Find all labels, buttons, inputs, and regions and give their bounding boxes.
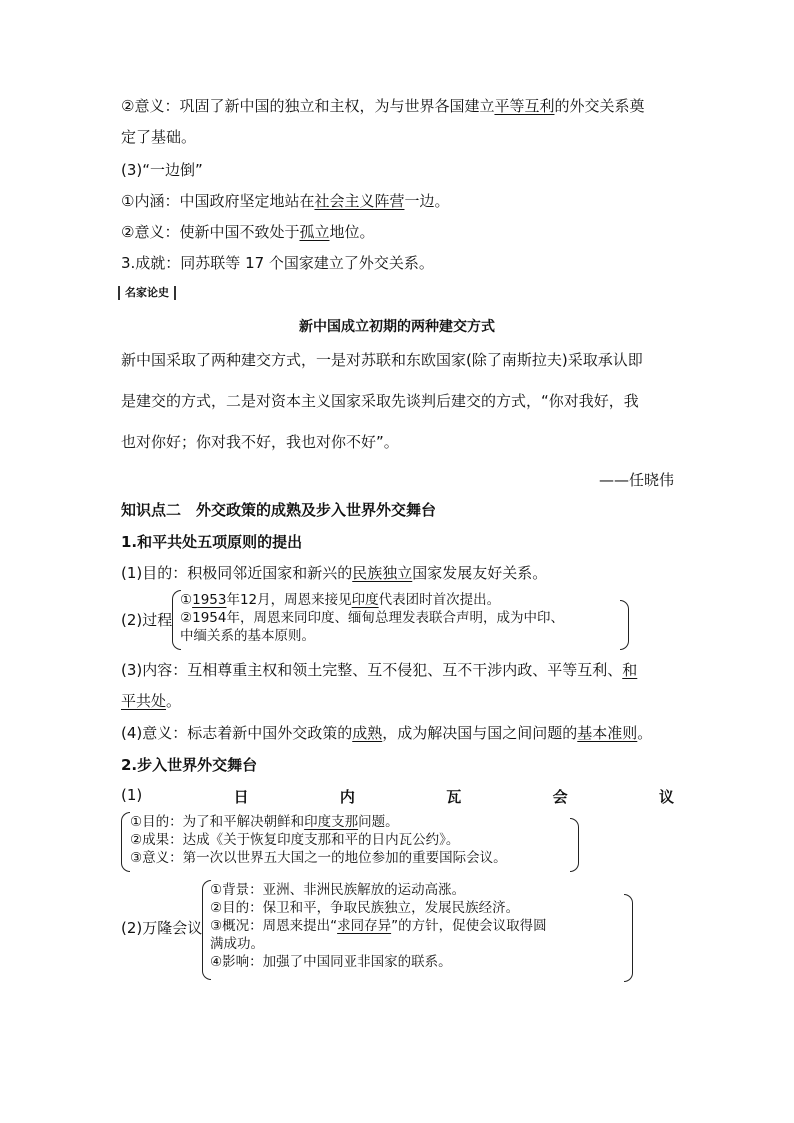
underlined-term: 民族独立: [352, 564, 413, 582]
text-line: 定了基础。: [121, 128, 197, 146]
quote-author: ——任晓伟: [598, 471, 674, 489]
process-item: ①1953年12月，周恩来接见印度代表团时首次提出。: [180, 592, 501, 608]
text-line: (4)意义：标志着新中国外交政策的成熟，成为解决国与国之间问题的基本准则。: [121, 724, 653, 742]
bandung-item: ②目的：保卫和平，争取民族独立，发展民族经济。: [210, 900, 520, 916]
right-brace: [624, 894, 633, 982]
subheading: 2.步入世界外交舞台: [121, 756, 258, 774]
quote-line: 是建交的方式，二是对资本主义国家采取先谈判后建交的方式，“你对我好，我: [121, 392, 639, 410]
section-heading: 知识点二 外交政策的成熟及步入世界外交舞台: [121, 501, 437, 519]
quote-line: 新中国采取了两种建交方式，一是对苏联和东欧国家(除了南斯拉夫)采取承认即: [121, 351, 643, 369]
geneva-heading: (1) 日 内 瓦 会 议: [121, 786, 674, 806]
bandung-item: 满成功。: [210, 936, 264, 952]
process-label: (2)过程: [121, 611, 173, 629]
section-tag: 名家论史: [118, 286, 176, 300]
bandung-item: ③概况：周恩来提出“求同存异”的方针，促使会议取得圆: [210, 918, 547, 934]
quote-line: 也对你好；你对我不好，我也对你不好”。: [121, 433, 399, 451]
geneva-item: ③意义：第一次以世界五大国之一的地位参加的重要国际会议。: [130, 850, 507, 866]
text-line: (3)内容：互相尊重主权和领土完整、互不侵犯、互不干涉内政、平等互利、和: [121, 661, 638, 679]
text-line: ①内涵：中国政府坚定地站在社会主义阵营一边。: [121, 192, 450, 210]
bandung-label: (2)万隆会议: [121, 919, 203, 937]
right-brace: [570, 818, 579, 872]
underlined-term: 孤立: [299, 223, 330, 241]
box-title: 新中国成立初期的两种建交方式: [299, 319, 495, 335]
process-item: 中缅关系的基本原则。: [180, 628, 315, 644]
geneva-item: ①目的：为了和平解决朝鲜和印度支那问题。: [130, 814, 399, 830]
process-item: ②1954年，周恩来同印度、缅甸总理发表联合声明，成为中印、: [180, 610, 564, 626]
geneva-item: ②成果：达成《关于恢复印度支那和平的日内瓦公约》。: [130, 832, 460, 848]
text-line: 3.成就：同苏联等 17 个国家建立了外交关系。: [121, 254, 434, 272]
text-line: ②意义：使新中国不致处于孤立地位。: [121, 223, 375, 241]
right-brace: [620, 600, 629, 650]
underlined-term: 平等互利: [494, 97, 555, 115]
text-line: (1)目的：积极同邻近国家和新兴的民族独立国家发展友好关系。: [121, 564, 548, 582]
text-line: 平共处。: [121, 692, 182, 710]
bandung-item: ④影响：加强了中国同亚非国家的联系。: [210, 954, 452, 970]
bandung-item: ①背景：亚洲、非洲民族解放的运动高涨。: [210, 882, 466, 898]
left-brace: [121, 812, 130, 872]
text-line: ②意义：巩固了新中国的独立和主权，为与世界各国建立平等互利的外交关系奠: [121, 97, 645, 115]
underlined-term: 社会主义阵营: [314, 192, 405, 210]
subheading: 1.和平共处五项原则的提出: [121, 533, 303, 551]
subheading: (3)“一边倒”: [121, 161, 203, 179]
